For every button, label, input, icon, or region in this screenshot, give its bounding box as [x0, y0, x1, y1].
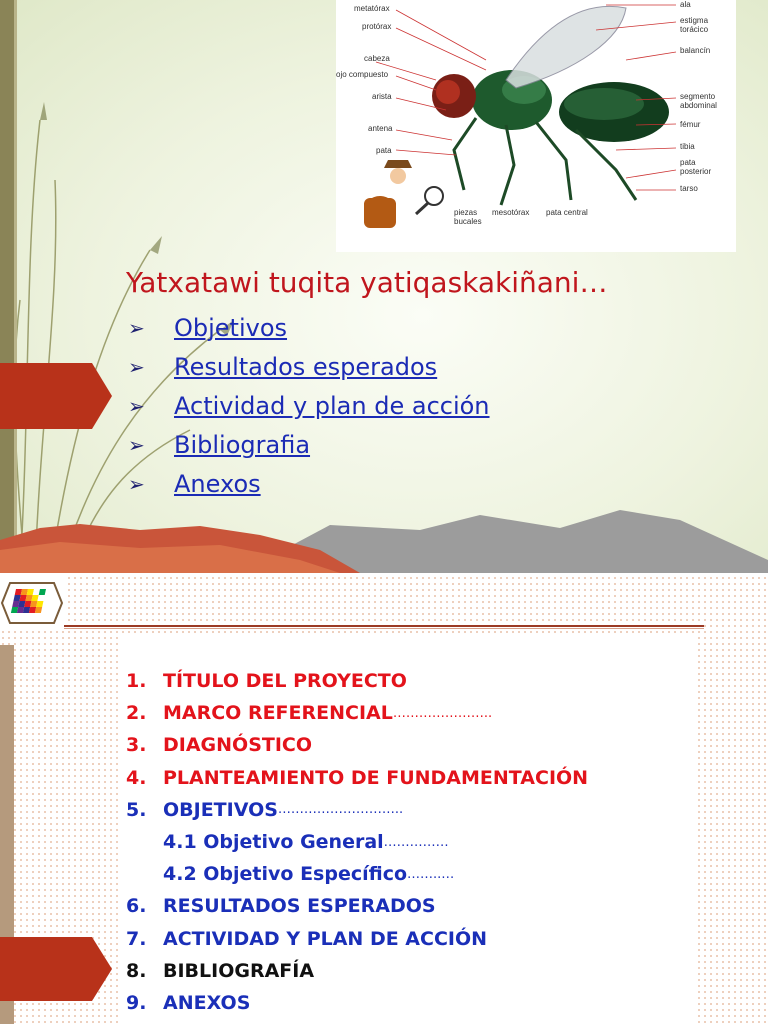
slide-table-of-contents	[0, 575, 768, 1024]
toc-item-label: ACTIVIDAD Y PLAN DE ACCIÓN	[163, 927, 488, 950]
label-cabeza: cabeza	[364, 54, 390, 63]
list-item	[128, 425, 490, 464]
toc-item-number: 5.	[126, 798, 147, 821]
left-bar	[0, 0, 14, 573]
toc-item-number: 8.	[126, 959, 147, 982]
toc-item-label: 4.1 Objetivo General	[163, 831, 384, 854]
toc-item-label: 4.2 Objetivo Específico	[163, 863, 408, 886]
toc-item	[126, 729, 588, 761]
toc-item	[126, 987, 588, 1019]
toc-item	[126, 826, 588, 858]
toc-item-label: BIBLIOGRAFÍA	[163, 959, 315, 982]
toc-item-number: 3.	[126, 734, 147, 757]
toc-item	[126, 955, 588, 987]
toc-item-number: 4.	[126, 766, 147, 789]
arrow-bullet-icon: ➢	[128, 432, 145, 457]
link-objetivos[interactable]: Objetivos	[174, 313, 288, 342]
label-femur: fémur	[680, 120, 701, 129]
link-bibliografia[interactable]: Bibliografia	[174, 430, 311, 459]
list-item	[128, 386, 490, 425]
label-metatorax: metatórax	[354, 4, 390, 13]
label-segmento-abdominal: segmento abdominal	[680, 92, 717, 110]
toc-item-leader: ………………………..	[277, 802, 404, 818]
label-tibia: tibia	[680, 142, 695, 151]
label-piezas-bucales: piezas bucales	[454, 208, 482, 226]
slide-title: Yatxatawi tuqita yatiqaskakiñani…	[126, 266, 608, 299]
arrow-bullet-icon: ➢	[128, 471, 145, 496]
label-estigma: estigma torácico	[680, 16, 709, 34]
toc-item-label: TÍTULO DEL PROYECTO	[163, 670, 407, 693]
link-actividad-plan[interactable]: Actividad y plan de acción	[174, 391, 490, 420]
left-bar-inner	[14, 0, 17, 573]
toc-item	[126, 697, 588, 729]
slide-tab-arrow	[0, 937, 112, 1001]
toc-item-label: RESULTADOS ESPERADOS	[163, 895, 436, 918]
toc-item-label: ANEXOS	[163, 991, 251, 1014]
toc-item-number: 7.	[126, 927, 147, 950]
toc-item-label: MARCO REFERENCIAL	[163, 702, 393, 725]
toc-item	[126, 890, 588, 922]
label-pata-posterior: pata posterior	[680, 158, 712, 176]
label-tarso: tarso	[680, 184, 698, 193]
toc-item-label: PLANTEAMIENTO DE FUNDAMENTACIÓN	[163, 766, 589, 789]
arrow-bullet-icon: ➢	[128, 354, 145, 379]
toc-item-label: OBJETIVOS	[163, 798, 278, 821]
toc-item-number: 2.	[126, 702, 147, 725]
list-item	[128, 464, 490, 503]
toc-item	[126, 923, 588, 955]
toc-list	[126, 665, 588, 1019]
toc-item-number: 1.	[126, 670, 147, 693]
topic-list	[128, 308, 490, 503]
arrow-bullet-icon: ➢	[128, 315, 145, 340]
slide-tab-arrow	[0, 363, 112, 429]
header-divider-light	[64, 628, 704, 629]
label-antena: antena	[368, 124, 393, 133]
header-divider	[64, 625, 704, 627]
label-balancin: balancín	[680, 46, 711, 55]
toc-item-leader: ……………	[383, 834, 449, 850]
toc-item-leader: ……..…	[407, 866, 455, 882]
list-item	[128, 308, 490, 347]
toc-item	[126, 665, 588, 697]
label-pata: pata	[376, 146, 392, 155]
toc-item-number: 6.	[126, 895, 147, 918]
label-mesotorax: mesotórax	[492, 208, 530, 217]
toc-item	[126, 794, 588, 826]
toc-item-label: DIAGNÓSTICO	[163, 734, 313, 757]
arrow-bullet-icon: ➢	[128, 393, 145, 418]
toc-item	[126, 762, 588, 794]
toc-item-leader: …………………..	[392, 705, 493, 721]
toc-item	[126, 858, 588, 890]
label-pata-central: pata central	[546, 208, 588, 217]
list-item	[128, 347, 490, 386]
label-arista: arista	[372, 92, 392, 101]
wiphala-logo	[0, 577, 64, 629]
label-ojo-compuesto: ojo compuesto	[336, 70, 389, 79]
link-resultados-esperados[interactable]: Resultados esperados	[174, 352, 438, 381]
label-ala: ala	[680, 0, 691, 9]
fly-diagram	[336, 0, 736, 252]
toc-item-number: 9.	[126, 991, 147, 1014]
label-protorax: protórax	[362, 22, 392, 31]
link-anexos[interactable]: Anexos	[174, 469, 261, 498]
